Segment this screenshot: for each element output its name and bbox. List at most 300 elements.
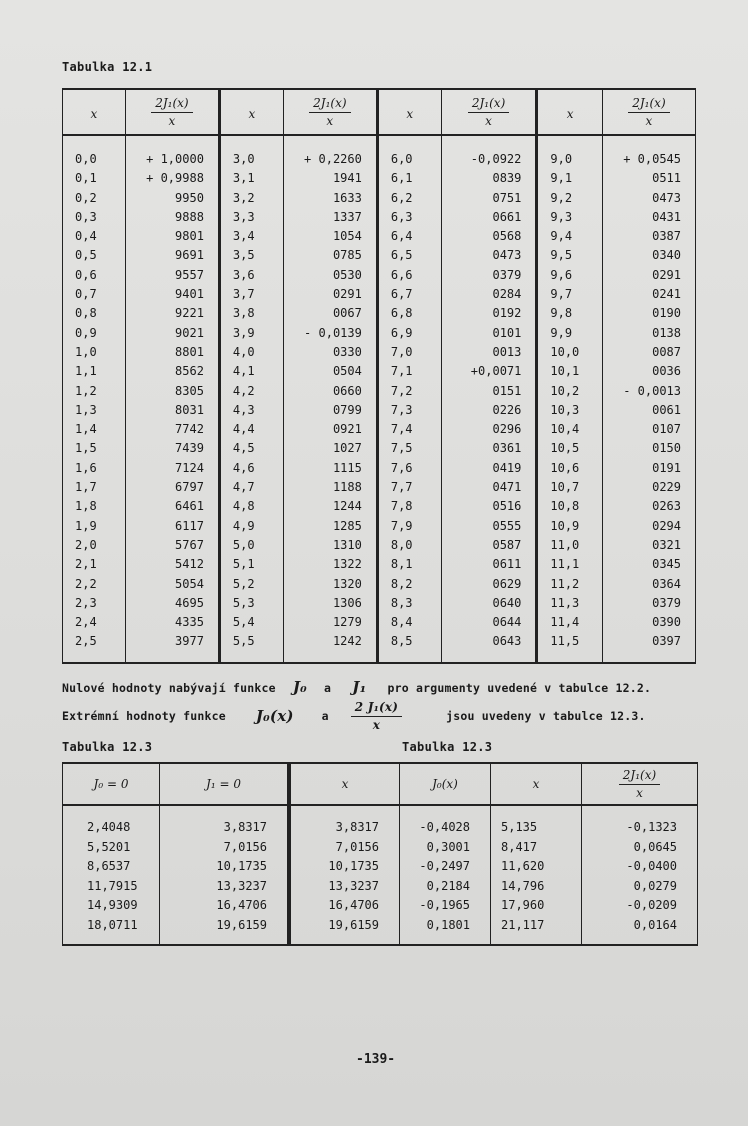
cell-value: 9888 [125, 208, 219, 227]
cell-value: 1322 [283, 555, 377, 574]
cell-x: 4,3 [219, 401, 283, 420]
table-extremes-header-x: x [290, 763, 400, 805]
cell-value: 0643 [441, 632, 537, 662]
table-row [63, 285, 696, 304]
table-row [63, 555, 696, 574]
cell-x: 9,9 [537, 324, 603, 343]
cell-x: 10,5 [537, 439, 603, 458]
cell-x: 1,5 [63, 439, 126, 458]
cell-x: 0,0 [63, 135, 126, 169]
cell-value: 4335 [125, 613, 219, 632]
cell-value: 1285 [283, 517, 377, 536]
cell-value: 0397 [602, 632, 695, 662]
cell-x: 9,4 [537, 227, 603, 246]
table-row [290, 896, 698, 916]
cell-value: 5767 [125, 536, 219, 555]
cell-x: 4,2 [219, 382, 283, 401]
table-12-3-left-caption: Tabulka 12.3 [62, 740, 153, 754]
cell-value: 0192 [441, 304, 537, 323]
cell-value: 0568 [441, 227, 537, 246]
cell-fraction: 0,0645 [582, 838, 698, 858]
table-row [63, 189, 696, 208]
cell-value: 0067 [283, 304, 377, 323]
cell-x: 4,7 [219, 478, 283, 497]
cell-x: 6,5 [377, 246, 441, 265]
table-row [63, 169, 696, 188]
cell-value: 1306 [283, 594, 377, 613]
cell-j0x: 0,3001 [400, 838, 491, 858]
cell-x: 9,8 [537, 304, 603, 323]
cell-value: 0036 [602, 362, 695, 381]
cell-j1-zero: 7,0156 [160, 838, 288, 858]
cell-value: 0640 [441, 594, 537, 613]
cell-value: 1310 [283, 536, 377, 555]
cell-value: 4695 [125, 594, 219, 613]
cell-value: 0296 [441, 420, 537, 439]
table-row [63, 227, 696, 246]
cell-value: 1027 [283, 439, 377, 458]
table-row [63, 266, 696, 285]
cell-x: 1,1 [63, 362, 126, 381]
cell-x: 7,6 [377, 459, 441, 478]
table-zeros-header-j0: J₀ = 0 [63, 763, 160, 805]
cell-x: 10,0 [537, 343, 603, 362]
table-row [63, 575, 696, 594]
table-extremes [288, 762, 698, 946]
cell-value: 5412 [125, 555, 219, 574]
cell-x: 0,3 [63, 208, 126, 227]
cell-value: 1188 [283, 478, 377, 497]
cell-x: 2,4 [63, 613, 126, 632]
cell-x: 7,5 [377, 439, 441, 458]
cell-value: 0419 [441, 459, 537, 478]
note-extreme-values-text-a: Extrémní hodnoty funkce [62, 709, 226, 723]
cell-x: 3,1 [219, 169, 283, 188]
table-extremes-header-frac: $\frac{\text{2J₁(x)}}{x}$ [619, 768, 660, 800]
cell-j1-zero: 13,3237 [160, 877, 288, 897]
cell-value: 0504 [283, 362, 377, 381]
cell-x: 13,3237 [290, 877, 400, 897]
note-j0x-symbol: J₀(x) [255, 707, 294, 725]
cell-value: 0345 [602, 555, 695, 574]
table-zeros [62, 762, 288, 946]
table-12-1-header-row [63, 89, 696, 135]
table-row [63, 304, 696, 323]
cell-value: 0151 [441, 382, 537, 401]
table-12-1 [62, 88, 696, 664]
note-fraction-denominator: x [372, 718, 381, 732]
cell-x: 6,9 [377, 324, 441, 343]
cell-value: + 0,0545 [602, 135, 695, 169]
cell-x: 2,3 [63, 594, 126, 613]
table-12-1-header-value-3: $\frac{\text{2J₁(x)}}{x}$ [602, 89, 695, 135]
cell-x: 1,0 [63, 343, 126, 362]
cell-value: 0340 [602, 246, 695, 265]
cell-x: 4,5 [219, 439, 283, 458]
cell-x: 9,3 [537, 208, 603, 227]
cell-x: 4,8 [219, 497, 283, 516]
cell-j0x: -0,2497 [400, 857, 491, 877]
table-row [63, 536, 696, 555]
table-row [290, 877, 698, 897]
cell-x: 10,9 [537, 517, 603, 536]
table-row [63, 135, 696, 169]
table-row [63, 343, 696, 362]
cell-value: 0587 [441, 536, 537, 555]
cell-x: 2,1 [63, 555, 126, 574]
cell-value: 0330 [283, 343, 377, 362]
cell-value: 6797 [125, 478, 219, 497]
cell-value: 0150 [602, 439, 695, 458]
cell-j0x: 0,2184 [400, 877, 491, 897]
cell-value: 0379 [441, 266, 537, 285]
cell-value: 3977 [125, 632, 219, 662]
cell-value: 1337 [283, 208, 377, 227]
cell-value: 5054 [125, 575, 219, 594]
cell-value: 0138 [602, 324, 695, 343]
cell-x: 3,2 [219, 189, 283, 208]
note-fraction [351, 700, 402, 732]
cell-value: 1115 [283, 459, 377, 478]
cell-value: + 0,2260 [283, 135, 377, 169]
cell-value: 0241 [602, 285, 695, 304]
cell-x: 3,8317 [290, 805, 400, 838]
cell-value: 1279 [283, 613, 377, 632]
cell-x: 3,9 [219, 324, 283, 343]
cell-value: 7742 [125, 420, 219, 439]
cell-value: 1244 [283, 497, 377, 516]
table-row [63, 838, 288, 858]
cell-value: 0530 [283, 266, 377, 285]
cell-j0x: -0,4028 [400, 805, 491, 838]
cell-value: -0,0922 [441, 135, 537, 169]
cell-x: 10,2 [537, 382, 603, 401]
cell-x: 5,0 [219, 536, 283, 555]
cell-value: 6461 [125, 497, 219, 516]
cell-j1-zero: 19,6159 [160, 916, 288, 945]
table-row [63, 208, 696, 227]
cell-value: 9401 [125, 285, 219, 304]
cell-x: 3,3 [219, 208, 283, 227]
cell-x2: 21,117 [491, 916, 582, 945]
cell-value: 9801 [125, 227, 219, 246]
table-12-1-caption: Tabulka 12.1 [62, 60, 153, 74]
cell-value: 0471 [441, 478, 537, 497]
cell-value: 0629 [441, 575, 537, 594]
table-extremes-header-row [290, 763, 698, 805]
cell-value: 0061 [602, 401, 695, 420]
cell-x: 11,1 [537, 555, 603, 574]
cell-x: 9,0 [537, 135, 603, 169]
cell-x: 8,2 [377, 575, 441, 594]
cell-x: 8,1 [377, 555, 441, 574]
cell-value: 1941 [283, 169, 377, 188]
cell-x: 6,6 [377, 266, 441, 285]
table-12-1-header-x-0: x [63, 89, 126, 135]
table-row [63, 896, 288, 916]
cell-value: 8305 [125, 382, 219, 401]
note-j1-symbol: J₁ [352, 678, 367, 696]
cell-x: 11,5 [537, 632, 603, 662]
cell-value: 0284 [441, 285, 537, 304]
table-12-3-right-caption: Tabulka 12.3 [402, 740, 493, 754]
cell-j0-zero: 14,9309 [63, 896, 160, 916]
cell-x: 1,7 [63, 478, 126, 497]
cell-value: 1242 [283, 632, 377, 662]
cell-value: 9021 [125, 324, 219, 343]
cell-value: 0191 [602, 459, 695, 478]
table-row [63, 459, 696, 478]
table-row [63, 324, 696, 343]
cell-fraction: 0,0279 [582, 877, 698, 897]
cell-j0-zero: 5,5201 [63, 838, 160, 858]
cell-j1-zero: 16,4706 [160, 896, 288, 916]
table-12-1-header-value-1: $\frac{\text{2J₁(x)}}{x}$ [283, 89, 377, 135]
table-extremes-header-x2: x [491, 763, 582, 805]
cell-x: 0,1 [63, 169, 126, 188]
cell-x: 7,0 [377, 343, 441, 362]
cell-x: 6,0 [377, 135, 441, 169]
cell-x: 4,4 [219, 420, 283, 439]
cell-x: 3,8 [219, 304, 283, 323]
table-row [63, 420, 696, 439]
cell-x: 3,0 [219, 135, 283, 169]
table-row [63, 517, 696, 536]
cell-value: 0226 [441, 401, 537, 420]
cell-value: 0660 [283, 382, 377, 401]
cell-j0x: 0,1801 [400, 916, 491, 945]
cell-j0-zero: 2,4048 [63, 805, 160, 838]
cell-x: 7,9 [377, 517, 441, 536]
cell-x: 11,0 [537, 536, 603, 555]
note-and-1: a [324, 681, 332, 695]
cell-value: 0101 [441, 324, 537, 343]
cell-x: 9,7 [537, 285, 603, 304]
cell-value: 9221 [125, 304, 219, 323]
cell-x: 8,4 [377, 613, 441, 632]
cell-value: 0087 [602, 343, 695, 362]
cell-x: 0,8 [63, 304, 126, 323]
cell-x: 9,1 [537, 169, 603, 188]
cell-x2: 5,135 [491, 805, 582, 838]
table-row [63, 362, 696, 381]
cell-x: 1,4 [63, 420, 126, 439]
cell-x: 1,3 [63, 401, 126, 420]
cell-x: 19,6159 [290, 916, 400, 945]
cell-value: - 0,0139 [283, 324, 377, 343]
cell-x: 3,4 [219, 227, 283, 246]
table-12-1-header-x-3: x [537, 89, 603, 135]
cell-x: 9,2 [537, 189, 603, 208]
note-j0-symbol: J₀ [292, 678, 307, 696]
cell-value: +0,0071 [441, 362, 537, 381]
cell-value: 9557 [125, 266, 219, 285]
table-extremes-header-j0x: J₀(x) [400, 763, 491, 805]
cell-value: 0321 [602, 536, 695, 555]
cell-j1-zero: 10,1735 [160, 857, 288, 877]
cell-value: 9691 [125, 246, 219, 265]
cell-x: 6,3 [377, 208, 441, 227]
cell-value: 0839 [441, 169, 537, 188]
note-zero-values-text-a: Nulové hodnoty nabývají funkce [62, 681, 276, 695]
cell-value: 8031 [125, 401, 219, 420]
table-row [63, 439, 696, 458]
cell-value: 0291 [283, 285, 377, 304]
cell-x: 10,1 [537, 362, 603, 381]
cell-x: 0,4 [63, 227, 126, 246]
cell-fraction: -0,0400 [582, 857, 698, 877]
cell-fraction: 0,0164 [582, 916, 698, 945]
cell-value: 0364 [602, 575, 695, 594]
cell-x: 6,8 [377, 304, 441, 323]
cell-value: 9950 [125, 189, 219, 208]
cell-x: 0,6 [63, 266, 126, 285]
cell-x: 7,2 [377, 382, 441, 401]
cell-value: 8801 [125, 343, 219, 362]
cell-x: 9,5 [537, 246, 603, 265]
cell-x: 2,5 [63, 632, 126, 662]
cell-x: 10,6 [537, 459, 603, 478]
cell-x: 5,1 [219, 555, 283, 574]
table-12-1-header-x-1: x [219, 89, 283, 135]
note-zero-values-text-b: pro argumenty uvedené v tabulce 12.2. [387, 681, 652, 695]
cell-x: 10,8 [537, 497, 603, 516]
note-zero-values [62, 678, 651, 696]
table-extremes-header-fraction [582, 763, 698, 805]
cell-x: 5,2 [219, 575, 283, 594]
cell-x: 4,0 [219, 343, 283, 362]
cell-x: 10,4 [537, 420, 603, 439]
cell-value: 0511 [602, 169, 695, 188]
cell-value: 0291 [602, 266, 695, 285]
cell-value: 8562 [125, 362, 219, 381]
table-zeros-header-j1: J₁ = 0 [160, 763, 288, 805]
cell-x: 6,2 [377, 189, 441, 208]
cell-value: 0799 [283, 401, 377, 420]
cell-x: 7,7 [377, 478, 441, 497]
table-row [63, 805, 288, 838]
table-row [290, 857, 698, 877]
cell-j0-zero: 8,6537 [63, 857, 160, 877]
cell-x: 7,0156 [290, 838, 400, 858]
cell-x: 7,4 [377, 420, 441, 439]
table-row [290, 916, 698, 945]
cell-x: 1,6 [63, 459, 126, 478]
table-row [63, 497, 696, 516]
cell-value: + 1,0000 [125, 135, 219, 169]
cell-x: 0,9 [63, 324, 126, 343]
note-and-2: a [321, 709, 329, 723]
cell-value: 1633 [283, 189, 377, 208]
cell-value: 0661 [441, 208, 537, 227]
cell-x: 7,3 [377, 401, 441, 420]
cell-value: 6117 [125, 517, 219, 536]
table-row [63, 916, 288, 945]
table-12-1-header-value-0: $\frac{\text{2J₁(x)}}{x}$ [125, 89, 219, 135]
cell-x: 6,7 [377, 285, 441, 304]
cell-x: 4,6 [219, 459, 283, 478]
cell-j1-zero: 3,8317 [160, 805, 288, 838]
cell-x2: 17,960 [491, 896, 582, 916]
cell-value: 0555 [441, 517, 537, 536]
cell-fraction: -0,1323 [582, 805, 698, 838]
cell-value: 0611 [441, 555, 537, 574]
cell-value: 0473 [441, 246, 537, 265]
table-row [290, 805, 698, 838]
note-extreme-values-text-b: jsou uvedeny v tabulce 12.3. [446, 709, 646, 723]
cell-value: 0785 [283, 246, 377, 265]
cell-x: 16,4706 [290, 896, 400, 916]
cell-x: 9,6 [537, 266, 603, 285]
cell-value: 0361 [441, 439, 537, 458]
cell-value: 0473 [602, 189, 695, 208]
cell-value: 0387 [602, 227, 695, 246]
cell-x: 10,3 [537, 401, 603, 420]
cell-x: 3,5 [219, 246, 283, 265]
table-row [63, 613, 696, 632]
cell-x: 8,0 [377, 536, 441, 555]
cell-x: 8,5 [377, 632, 441, 662]
cell-fraction: -0,0209 [582, 896, 698, 916]
cell-value: 0294 [602, 517, 695, 536]
table-row [63, 594, 696, 613]
table-row [63, 632, 696, 662]
cell-x: 5,5 [219, 632, 283, 662]
cell-value: 0379 [602, 594, 695, 613]
cell-x: 7,1 [377, 362, 441, 381]
table-zeros-header-row [63, 763, 288, 805]
cell-value: + 0,9988 [125, 169, 219, 188]
cell-x: 7,8 [377, 497, 441, 516]
cell-x: 2,0 [63, 536, 126, 555]
cell-j0x: -0,1965 [400, 896, 491, 916]
table-12-1-body [63, 135, 696, 663]
cell-x: 0,5 [63, 246, 126, 265]
cell-j0-zero: 18,0711 [63, 916, 160, 945]
cell-value: 7439 [125, 439, 219, 458]
cell-value: 7124 [125, 459, 219, 478]
cell-x: 4,9 [219, 517, 283, 536]
cell-value: 0431 [602, 208, 695, 227]
note-fraction-numerator: 2 J₁(x) [351, 700, 402, 717]
table-row [63, 246, 696, 265]
cell-x2: 14,796 [491, 877, 582, 897]
cell-x: 2,2 [63, 575, 126, 594]
cell-value: 1054 [283, 227, 377, 246]
cell-x: 5,4 [219, 613, 283, 632]
table-12-1-header-value-2: $\frac{\text{2J₁(x)}}{x}$ [441, 89, 537, 135]
cell-x: 10,7 [537, 478, 603, 497]
cell-x2: 11,620 [491, 857, 582, 877]
cell-x: 8,3 [377, 594, 441, 613]
cell-x: 0,2 [63, 189, 126, 208]
cell-value: 0190 [602, 304, 695, 323]
cell-x: 4,1 [219, 362, 283, 381]
cell-x: 1,2 [63, 382, 126, 401]
table-12-1-header-x-2: x [377, 89, 441, 135]
table-row [63, 877, 288, 897]
cell-x: 6,4 [377, 227, 441, 246]
cell-value: 0751 [441, 189, 537, 208]
cell-x: 5,3 [219, 594, 283, 613]
cell-x2: 8,417 [491, 838, 582, 858]
cell-value: 1320 [283, 575, 377, 594]
cell-x: 0,7 [63, 285, 126, 304]
cell-x: 11,3 [537, 594, 603, 613]
cell-x: 1,8 [63, 497, 126, 516]
cell-value: 0013 [441, 343, 537, 362]
cell-x: 11,4 [537, 613, 603, 632]
